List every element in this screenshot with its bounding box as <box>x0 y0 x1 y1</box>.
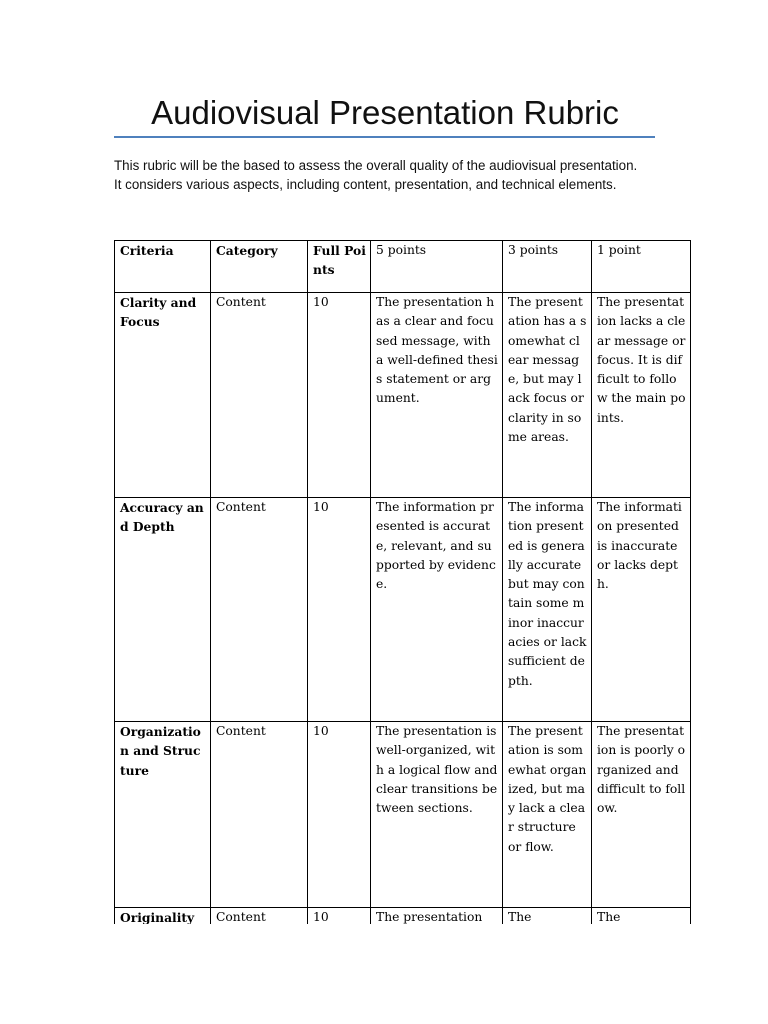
header-5-points: 5 points <box>371 241 503 293</box>
cell-1-point: The <box>592 908 691 925</box>
cell-5-points: The information presented is accurate, relevant, and supported by evidence. <box>371 498 503 722</box>
cell-1-point: The presentation is poorly organized and difficult to follow. <box>592 722 691 908</box>
cell-1-point: The information presented is inaccurate or lacks depth. <box>592 498 691 722</box>
header-1-point: 1 point <box>592 241 691 293</box>
cell-5-points: The presentation <box>371 908 503 925</box>
table-row <box>115 722 691 908</box>
cell-3-points: The <box>503 908 592 925</box>
document-title: Audiovisual Presentation Rubric <box>151 94 619 131</box>
cell-criteria: Originality <box>115 908 211 925</box>
header-criteria: Criteria <box>115 241 211 293</box>
rubric-table-container <box>114 240 691 924</box>
header-category: Category <box>211 241 308 293</box>
cell-3-points: The presentation has a somewhat clear message, but may lack focus or clarity in some areas. <box>503 293 592 498</box>
cell-full-points: 10 <box>308 908 371 925</box>
cell-5-points: The presentation is well-organized, with a logical flow and clear transitions between sections. <box>371 722 503 908</box>
intro-line: It considers various aspects, including content, presentation, and technical elements. <box>114 177 617 192</box>
intro-paragraph <box>114 156 674 194</box>
cell-5-points: The presentation has a clear and focused message, with a well-defined thesis statement or argument. <box>371 293 503 498</box>
header-full-points: Full Points <box>308 241 371 293</box>
table-header-row <box>115 241 691 293</box>
table-row <box>115 908 691 925</box>
table-row <box>115 293 691 498</box>
title-underline <box>114 136 655 138</box>
table-row <box>115 498 691 722</box>
cell-full-points: 10 <box>308 293 371 498</box>
rubric-table <box>114 240 691 924</box>
cell-3-points: The information presented is generally accurate but may contain some minor inaccuracies or lack sufficient depth. <box>503 498 592 722</box>
cell-category: Content <box>211 293 308 498</box>
cell-category: Content <box>211 908 308 925</box>
cell-category: Content <box>211 498 308 722</box>
cell-full-points: 10 <box>308 498 371 722</box>
cell-1-point: The presentation lacks a clear message or focus. It is difficult to follow the main points. <box>592 293 691 498</box>
cell-criteria: Clarity and Focus <box>115 293 211 498</box>
cell-criteria: Organization and Structure <box>115 722 211 908</box>
cell-3-points: The presentation is somewhat organized, but may lack a clear structure or flow. <box>503 722 592 908</box>
intro-line: This rubric will be the based to assess the overall quality of the audiovisual presentation. <box>114 158 638 173</box>
header-3-points: 3 points <box>503 241 592 293</box>
cell-full-points: 10 <box>308 722 371 908</box>
cell-criteria: Accuracy and Depth <box>115 498 211 722</box>
cell-category: Content <box>211 722 308 908</box>
